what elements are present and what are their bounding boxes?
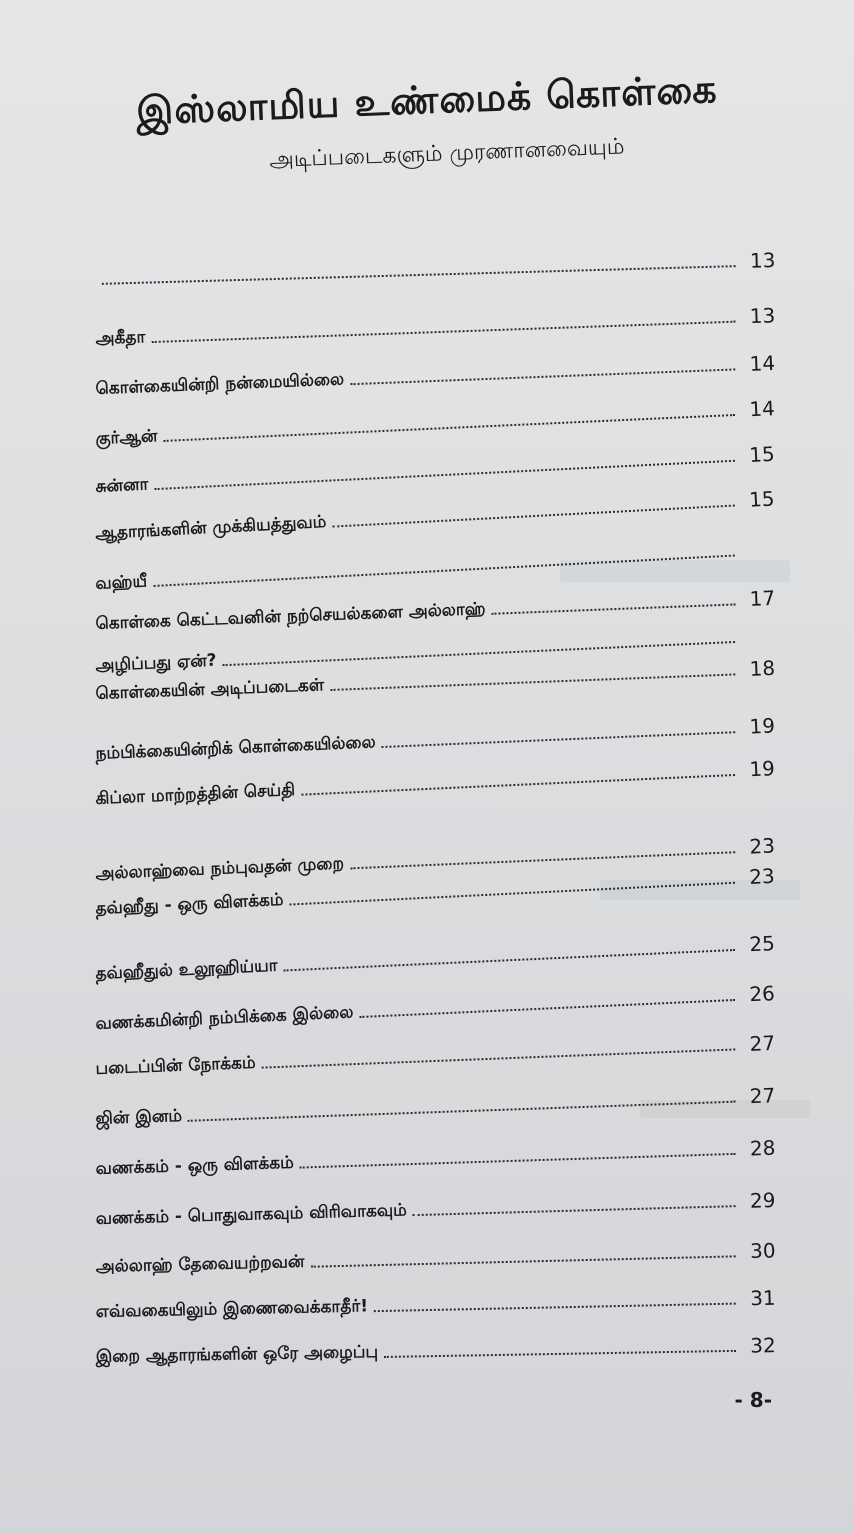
toc-entry-title: ஆதாரங்களின் முக்கியத்துவம்	[94, 511, 327, 545]
toc-entry-title: இறை ஆதாரங்களின் ஒரே அழைப்பு	[95, 1342, 379, 1368]
dot-leader	[262, 1048, 736, 1068]
toc-entry-page: 14	[749, 350, 776, 376]
toc-entry-page: 28	[749, 1135, 776, 1161]
toc-entry-title: கொள்கை கெட்டவனின் நற்செயல்களை அல்லாஹ்	[95, 599, 486, 635]
dot-leader	[300, 1153, 736, 1169]
toc-entry-page: 27	[749, 1030, 776, 1056]
toc-entry-title: அல்லாஹ்வை நம்புவதன் முறை	[95, 853, 345, 885]
dot-leader	[374, 1303, 736, 1313]
dot-leader	[290, 882, 735, 906]
toc-entry-title: வணக்கம் - பொதுவாகவும் விரிவாகவும்	[95, 1200, 408, 1230]
toc-entry-page: 23	[749, 833, 776, 859]
toc-entry-title: குர்ஆன்	[95, 426, 158, 450]
toc-entry[interactable]	[95, 1316, 776, 1368]
toc-entry-page: 32	[750, 1333, 776, 1358]
dot-leader	[330, 673, 735, 691]
toc-entry-title: நம்பிக்கையின்றிக் கொள்கையில்லை	[95, 732, 377, 765]
dot-leader	[301, 774, 735, 796]
toc-entry-page: 15	[748, 441, 776, 468]
toc-entry-page: 18	[749, 655, 776, 681]
toc-entry-page: 13	[749, 303, 776, 329]
toc-entry-page: 17	[749, 585, 776, 611]
toc-entry-title: தவ்ஹீது - ஒரு விளக்கம்	[94, 889, 284, 920]
toc-entry-title: கொள்கையின்றி நன்மையில்லை	[95, 369, 345, 400]
dot-leader	[413, 1205, 736, 1216]
toc-entry[interactable]	[95, 1269, 776, 1323]
toc-entry-title: அல்லாஹ் தேவையற்றவன்	[95, 1251, 305, 1278]
dot-leader	[102, 265, 736, 285]
toc-entry-page: 31	[749, 1285, 776, 1311]
toc-entry-title: எவ்வகையிலும் இணைவைக்காதீர்!	[95, 1296, 369, 1323]
toc-entry-title: கொள்கையின் அடிப்படைகள்	[95, 675, 325, 705]
toc-entry-page: 14	[748, 396, 776, 422]
page-subtitle: அடிப்படைகளும் முரணானவையும்	[268, 134, 625, 174]
toc-entry[interactable]	[95, 231, 776, 290]
toc-entry-title: ஜின் இனம்	[95, 1105, 183, 1130]
toc-entry[interactable]	[95, 1221, 776, 1278]
toc-entry[interactable]	[95, 1171, 776, 1230]
toc-entry-title: அழிப்பது ஏன்?	[95, 650, 218, 677]
toc-entry-title: வணக்கமின்றி நம்பிக்கை இல்லை	[95, 1002, 354, 1035]
toc-entry-page: 30	[749, 1238, 776, 1264]
toc-entry[interactable]	[95, 1119, 776, 1180]
toc-entry-title: வணக்கம் - ஒரு விளக்கம்	[95, 1152, 295, 1180]
dot-leader	[188, 1101, 735, 1122]
dot-leader	[360, 999, 736, 1018]
toc-entry-page: 19	[748, 756, 776, 782]
dot-leader	[384, 1350, 736, 1358]
dot-leader	[310, 1255, 735, 1267]
toc-entry-page: 15	[748, 486, 776, 512]
toc-entry-title: படைப்பின் நோக்கம்	[95, 1052, 256, 1080]
page-number: - 8-	[734, 1388, 772, 1412]
toc-entry-page: 23	[748, 863, 776, 890]
toc-entry-page: 25	[748, 931, 776, 957]
page-title: இஸ்லாமிய உண்மைக் கொள்கை	[135, 66, 719, 134]
toc-entry-page: 19	[749, 713, 776, 739]
toc-entry-page: 13	[749, 248, 776, 273]
toc-entry-page: 29	[749, 1188, 776, 1213]
toc-entry-title: அகீதா	[95, 327, 146, 350]
toc-entry-page: 27	[749, 1083, 776, 1109]
toc-entry-title: சுன்னா	[94, 474, 149, 498]
toc-entry-page: 26	[748, 981, 776, 1007]
toc-entry-title: தவ்ஹீதுல் உலூஹிய்யா	[95, 955, 279, 985]
toc-entry-title: வஹ்யீ	[94, 571, 148, 595]
toc-entry-title: கிப்லா மாற்றத்தின் செய்தி	[95, 779, 296, 810]
